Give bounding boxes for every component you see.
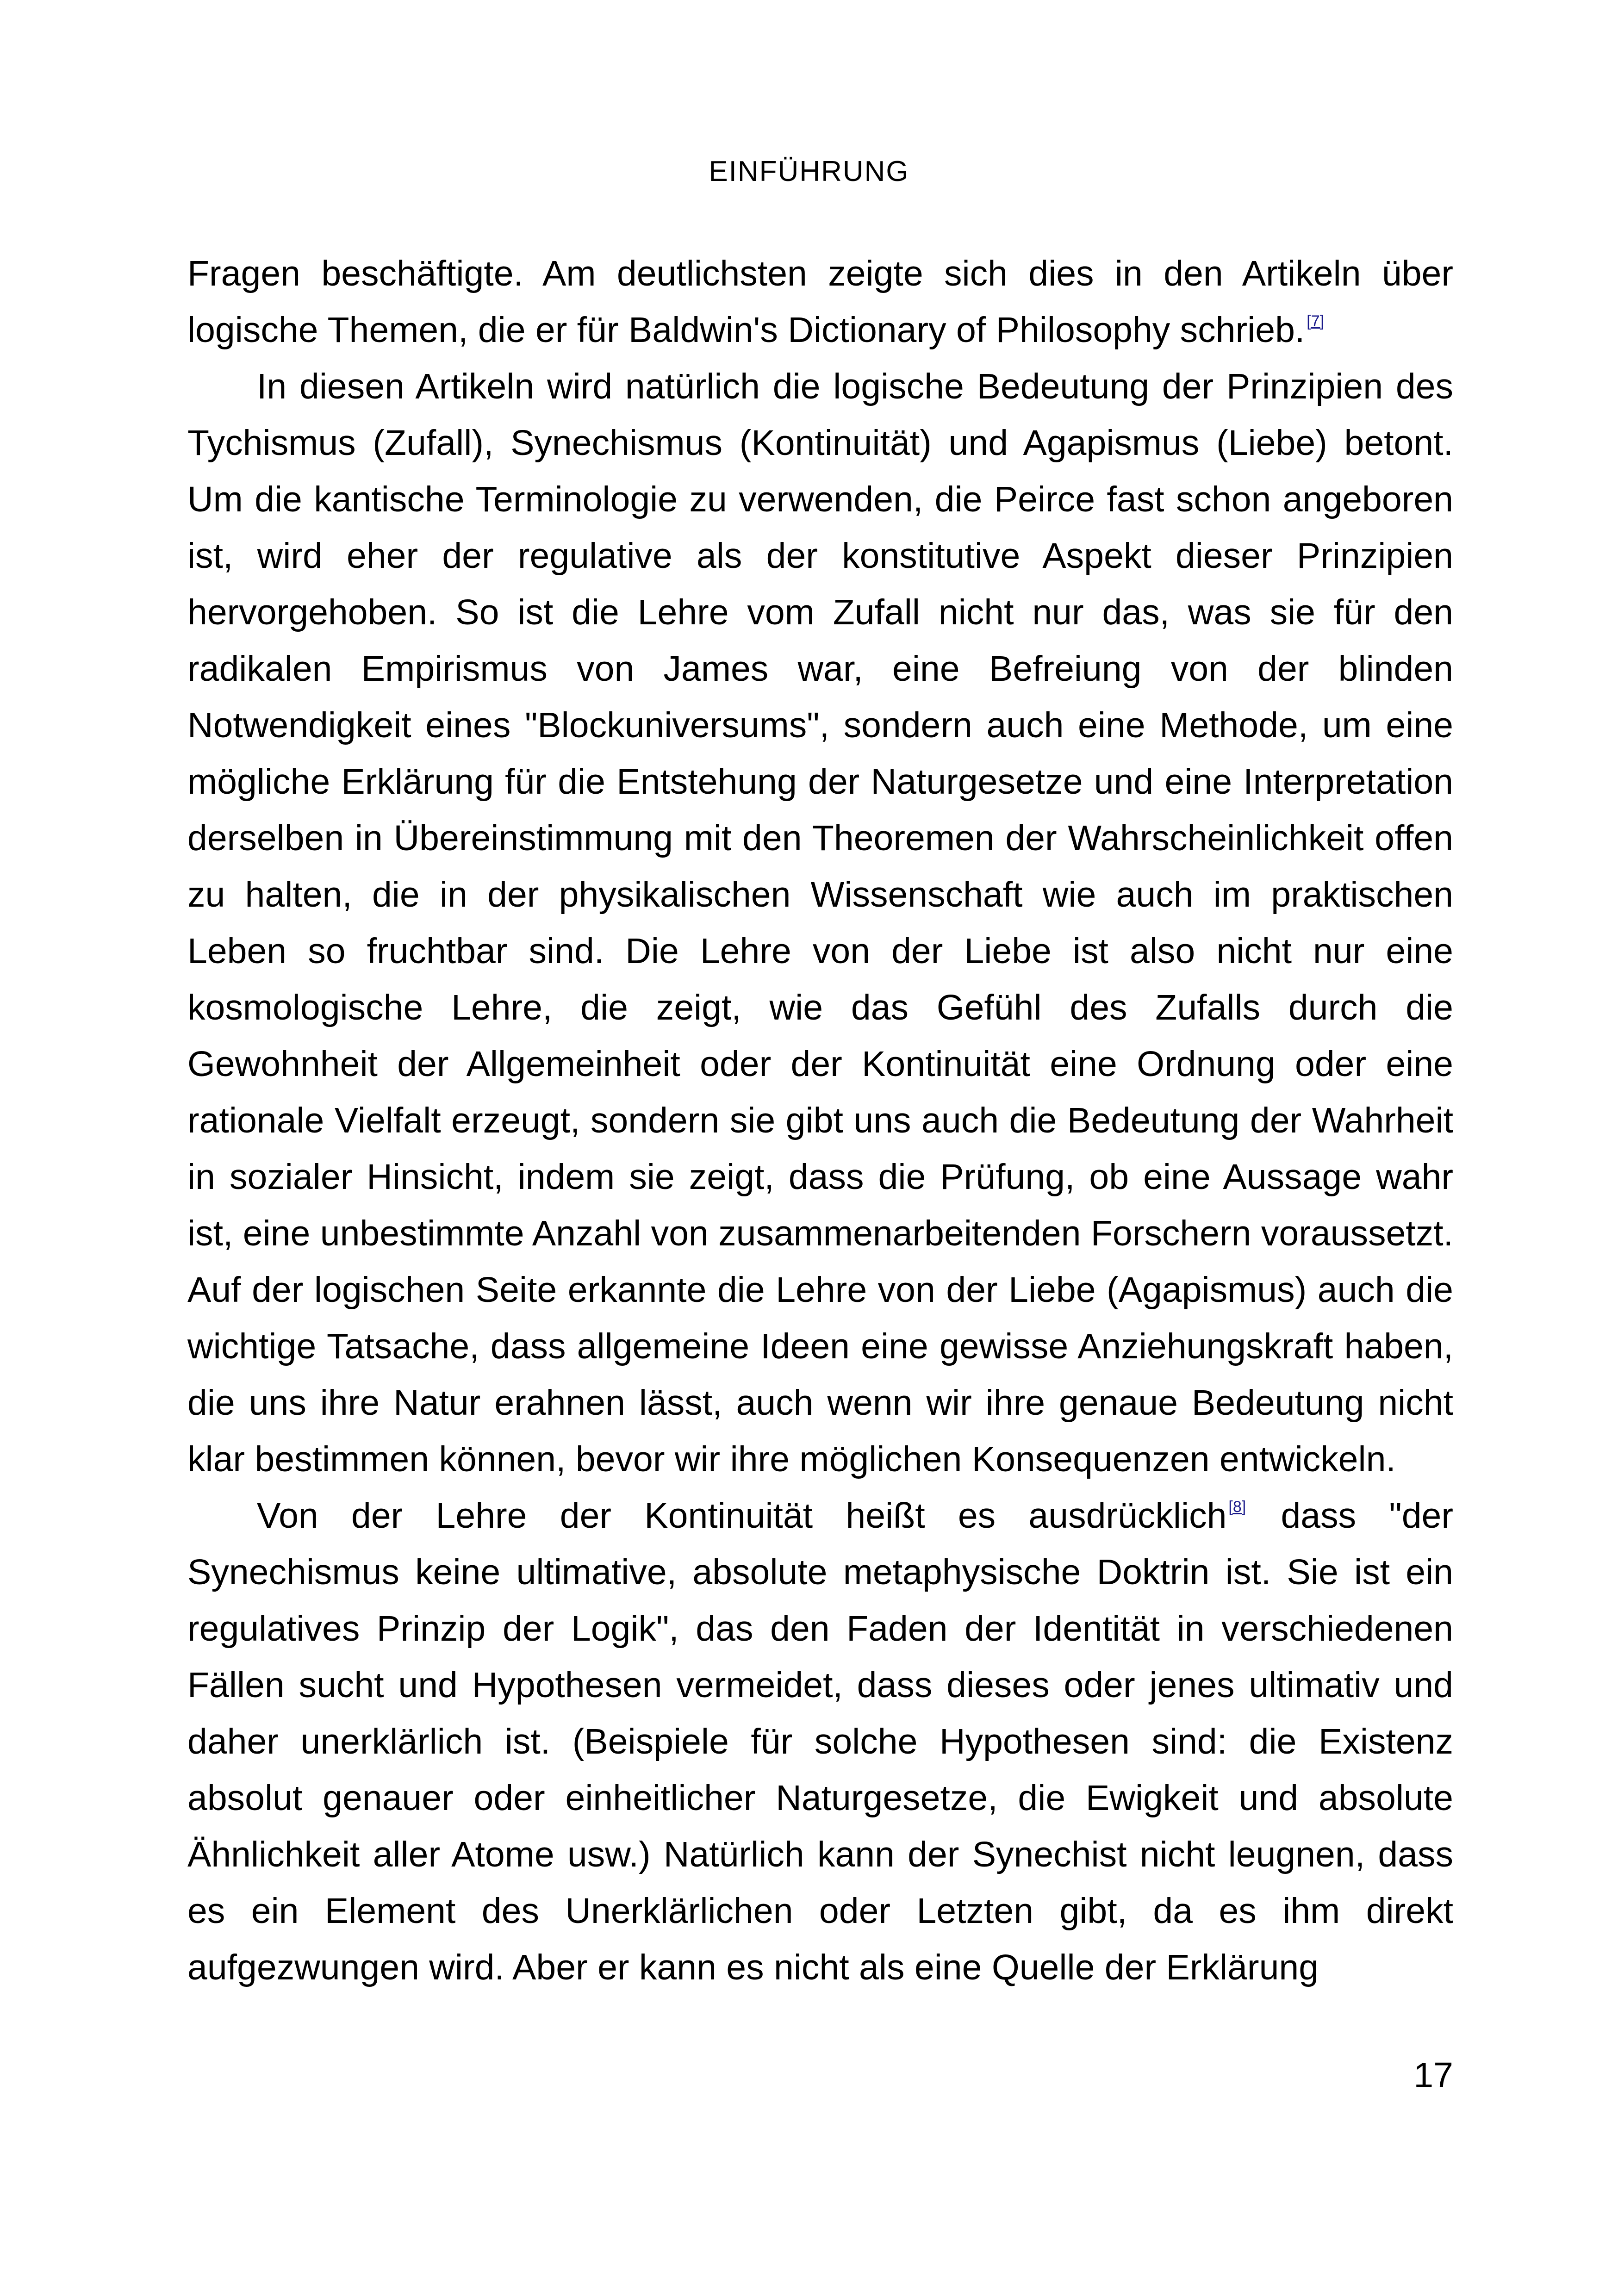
- paragraph-3-text-before: Von der Lehre der Kontinuität heißt es ausdrücklich: [257, 1496, 1227, 1536]
- footnote-ref-7[interactable]: [7]: [1307, 312, 1325, 330]
- footnote-ref-8[interactable]: [8]: [1228, 1498, 1246, 1516]
- paragraph-3: [187, 1487, 1453, 1996]
- running-head-title: EINFÜHRUNG: [709, 156, 909, 187]
- paragraph-1: [187, 245, 1453, 358]
- paragraph-1-text: Fragen beschäftigte. Am deutlichsten zeigte sich dies in den Artikeln über logische Themen, die er für Baldwin's Dictionary of Philosophy schrieb.: [187, 254, 1453, 350]
- page-number: 17: [1413, 2055, 1453, 2095]
- paragraph-2: In diesen Artikeln wird natürlich die logische Bedeutung der Prinzipien des Tychismus (Zufall), Synechismus (Kontinuität) und Agapismus (Liebe) betont. Um die kantische Terminologie zu verwenden, die Peirce fast schon angeboren ist, wird eher der regulative als der konstitutive Aspekt dieser Prinzipien hervorgehoben. So ist die Lehre vom Zufall nicht nur das, was sie für den radikalen Empirismus von James war, eine Befreiung von der blinden Notwendigkeit eines "Blockuniversums", sondern auch eine Methode, um eine mögliche Erklärung für die Entstehung der Naturgesetze und eine Interpretation derselben in Übereinstimmung mit den Theoremen der Wahrscheinlichkeit offen zu halten, die in der physikalischen Wissenschaft wie auch im praktischen Leben so fruchtbar sind. Die Lehre von der Liebe ist also nicht nur eine kosmologische Lehre, die zeigt, wie das Gefühl des Zufalls durch die Gewohnheit der Allgemeinheit oder der Kontinuität eine Ordnung oder eine rationale Vielfalt erzeugt, sondern sie gibt uns auch die Bedeutung der Wahrheit in sozialer Hinsicht, indem sie zeigt, dass die Prüfung, ob eine Aussage wahr ist, eine unbestimmte Anzahl von zusammenarbeitenden Forschern voraussetzt. Auf der logischen Seite erkannte die Lehre von der Liebe (Agapismus) auch die wichtige Tatsache, dass allgemeine Ideen eine gewisse Anziehungskraft haben, die uns ihre Natur erahnen lässt, auch wenn wir ihre genaue Bedeutung nicht klar bestimmen können, bevor wir ihre möglichen Konsequenzen entwickeln.: [187, 367, 1453, 1479]
- body-text: [187, 245, 1453, 1996]
- paragraph-3-text-after: dass "der Synechismus keine ultimative, absolute metaphysische Doktrin ist. Sie ist ein regulatives Prinzip der Logik", das den Faden der Identität in verschiedenen Fällen sucht und Hypothesen vermeidet, dass dieses oder jenes ultimativ und daher unerklärlich ist. (Beispiele für solche Hypothesen sind: die Existenz absolut genauer oder einheitlicher Naturgesetze, die Ewigkeit und absolute Ähnlichkeit aller Atome usw.) Natürlich kann der Synechist nicht leugnen, dass es ein Element des Unerklärlichen oder Letzten gibt, da es ihm direkt aufgezwungen wird. Aber er kann es nicht als eine Quelle der Erklärung: [187, 1496, 1453, 1987]
